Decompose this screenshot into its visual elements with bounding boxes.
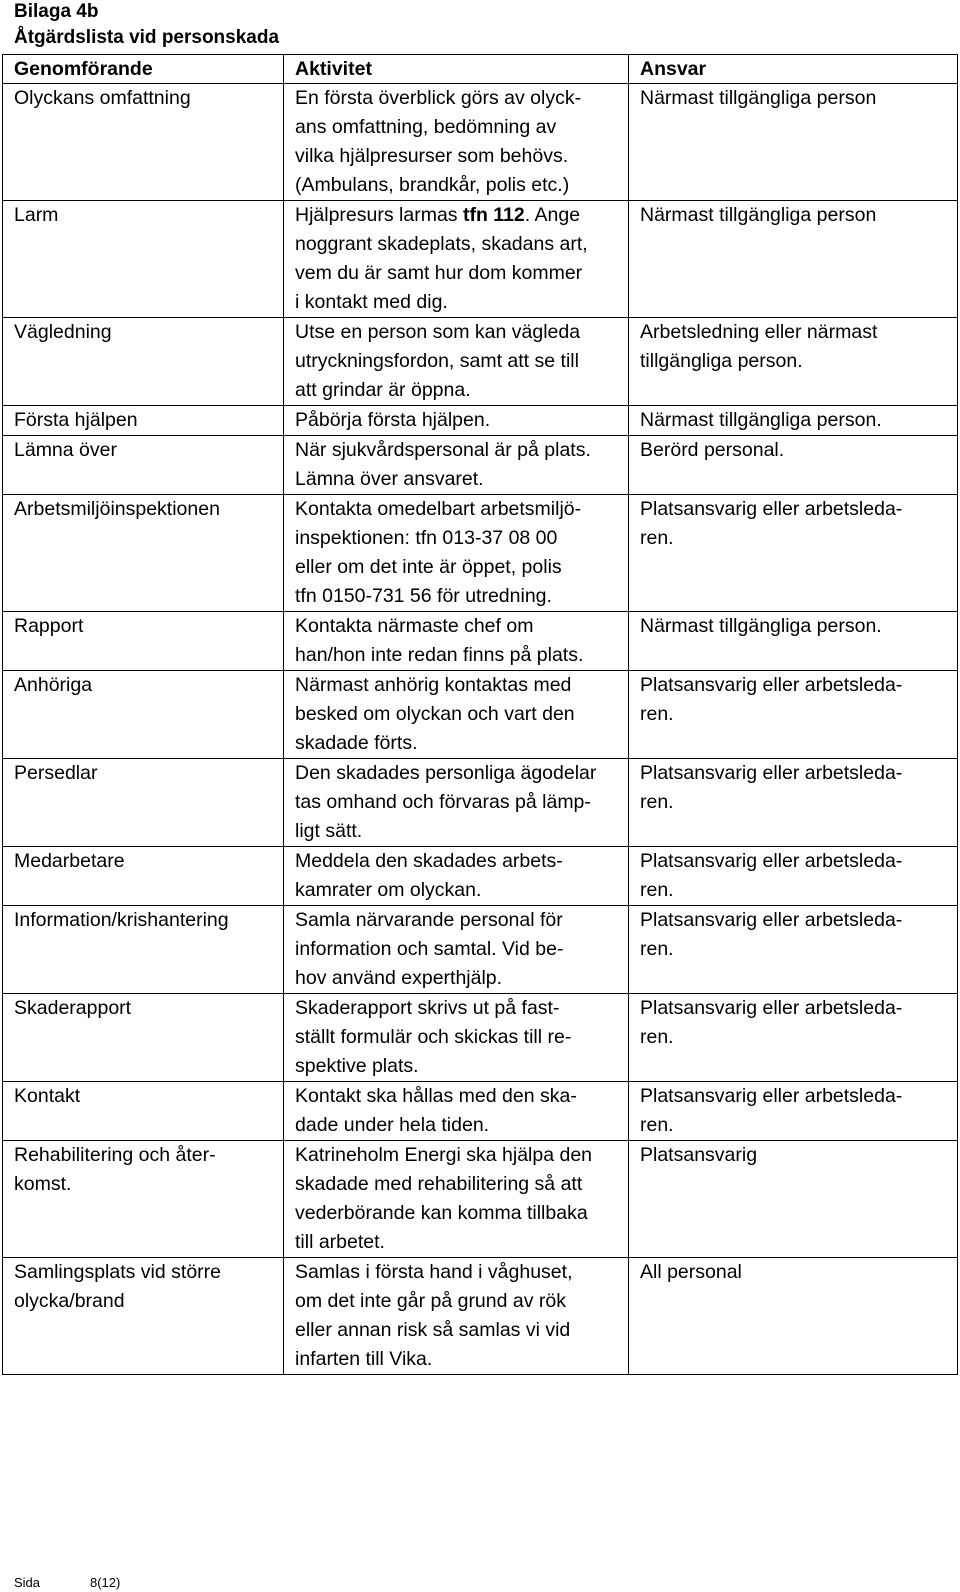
activity-cell: När sjukvårdspersonal är på plats. Lämna över ansvaret.	[284, 436, 629, 495]
table-row	[3, 406, 958, 436]
table-row	[3, 436, 958, 495]
task-cell: Anhöriga	[3, 671, 284, 759]
page-label: Sida	[14, 1575, 41, 1590]
responsible-cell: Närmast tillgängliga person.	[629, 612, 958, 671]
activity-cell: Påbörja första hjälpen.	[284, 406, 629, 436]
table-header-row	[3, 55, 958, 84]
activity-cell: Närmast anhörig kontaktas med besked om olyckan och vart den skadade förts.	[284, 671, 629, 759]
task-cell: Arbetsmiljöinspektionen	[3, 495, 284, 612]
responsible-cell: All personal	[629, 1258, 958, 1375]
table-row	[3, 1258, 958, 1375]
activity-cell	[284, 201, 629, 318]
activity-cell: Meddela den skadades arbets- kamrater om olyckan.	[284, 847, 629, 906]
responsible-cell: Platsansvarig eller arbetsleda- ren.	[629, 1082, 958, 1141]
task-cell: Lämna över	[3, 436, 284, 495]
task-cell: Larm	[3, 201, 284, 318]
column-header-responsible: Ansvar	[629, 55, 958, 84]
activity-cell: Samla närvarande personal för information och samtal. Vid be- hov använd experthjälp.	[284, 906, 629, 994]
task-cell: Vägledning	[3, 318, 284, 406]
document-title: Bilaga 4b	[14, 1, 99, 22]
activity-cell: En första överblick görs av olyck- ans omfattning, bedömning av vilka hjälpresurser som behövs. (Ambulans, brandkår, polis etc.)	[284, 84, 629, 201]
responsible-cell: Platsansvarig	[629, 1141, 958, 1258]
task-cell: Samlingsplats vid större olycka/brand	[3, 1258, 284, 1375]
task-cell: Information/krishantering	[3, 906, 284, 994]
activity-cell: Kontakta omedelbart arbetsmiljö- inspektionen: tfn 013-37 08 00 eller om det inte är öppet, polis tfn 0150-731 56 för utredning.	[284, 495, 629, 612]
table-row	[3, 612, 958, 671]
table-row	[3, 1082, 958, 1141]
activity-cell: Samlas i första hand i våghuset, om det inte går på grund av rök eller annan risk så samlas vi vid infarten till Vika.	[284, 1258, 629, 1375]
activity-text: Hjälpresurs larmas	[295, 204, 463, 226]
table-row	[3, 906, 958, 994]
table-row	[3, 495, 958, 612]
task-cell: Olyckans omfattning	[3, 84, 284, 201]
activity-cell: Skaderapport skrivs ut på fast- ställt formulär och skickas till re- spektive plats.	[284, 994, 629, 1082]
page-number: 8(12)	[90, 1575, 121, 1590]
responsible-cell: Närmast tillgängliga person.	[629, 406, 958, 436]
task-cell: Skaderapport	[3, 994, 284, 1082]
task-cell: Rapport	[3, 612, 284, 671]
responsible-cell: Platsansvarig eller arbetsleda- ren.	[629, 994, 958, 1082]
activity-cell: Den skadades personliga ägodelar tas omhand och förvaras på lämp- ligt sätt.	[284, 759, 629, 847]
responsible-cell: Platsansvarig eller arbetsleda- ren.	[629, 759, 958, 847]
responsible-cell: Närmast tillgängliga person	[629, 201, 958, 318]
table-row	[3, 847, 958, 906]
responsible-cell: Platsansvarig eller arbetsleda- ren.	[629, 847, 958, 906]
responsible-cell: Närmast tillgängliga person	[629, 84, 958, 201]
activity-cell: Kontakta närmaste chef om han/hon inte redan finns på plats.	[284, 612, 629, 671]
page-footer	[14, 1575, 120, 1591]
emergency-number: tfn 112	[462, 204, 525, 226]
column-header-activity: Aktivitet	[284, 55, 629, 84]
table-row	[3, 201, 958, 318]
activity-cell: Utse en person som kan vägleda utryckningsfordon, samt att se till att grindar är öppna.	[284, 318, 629, 406]
task-cell: Medarbetare	[3, 847, 284, 906]
table-row	[3, 671, 958, 759]
column-header-task: Genomförande	[3, 55, 284, 84]
responsible-cell: Berörd personal.	[629, 436, 958, 495]
document-subtitle: Åtgärdslista vid personskada	[14, 27, 280, 48]
responsible-cell: Platsansvarig eller arbetsleda- ren.	[629, 495, 958, 612]
responsible-cell: Arbetsledning eller närmast tillgängliga person.	[629, 318, 958, 406]
activity-cell: Kontakt ska hållas med den ska- dade under hela tiden.	[284, 1082, 629, 1141]
task-cell: Första hjälpen	[3, 406, 284, 436]
table-row	[3, 1141, 958, 1258]
task-cell: Kontakt	[3, 1082, 284, 1141]
task-cell: Persedlar	[3, 759, 284, 847]
responsible-cell: Platsansvarig eller arbetsleda- ren.	[629, 671, 958, 759]
table-row	[3, 759, 958, 847]
task-cell: Rehabilitering och åter- komst.	[3, 1141, 284, 1258]
activity-cell: Katrineholm Energi ska hjälpa den skadade med rehabilitering så att vederbörande kan komma tillbaka till arbetet.	[284, 1141, 629, 1258]
table-row	[3, 994, 958, 1082]
activity-text: . Ange noggrant skadeplats, skadans art, vem du är samt hur dom kommer i kontakt med dig.	[295, 204, 588, 313]
table-row	[3, 318, 958, 406]
table-row	[3, 84, 958, 201]
action-table	[2, 54, 958, 1375]
responsible-cell: Platsansvarig eller arbetsleda- ren.	[629, 906, 958, 994]
